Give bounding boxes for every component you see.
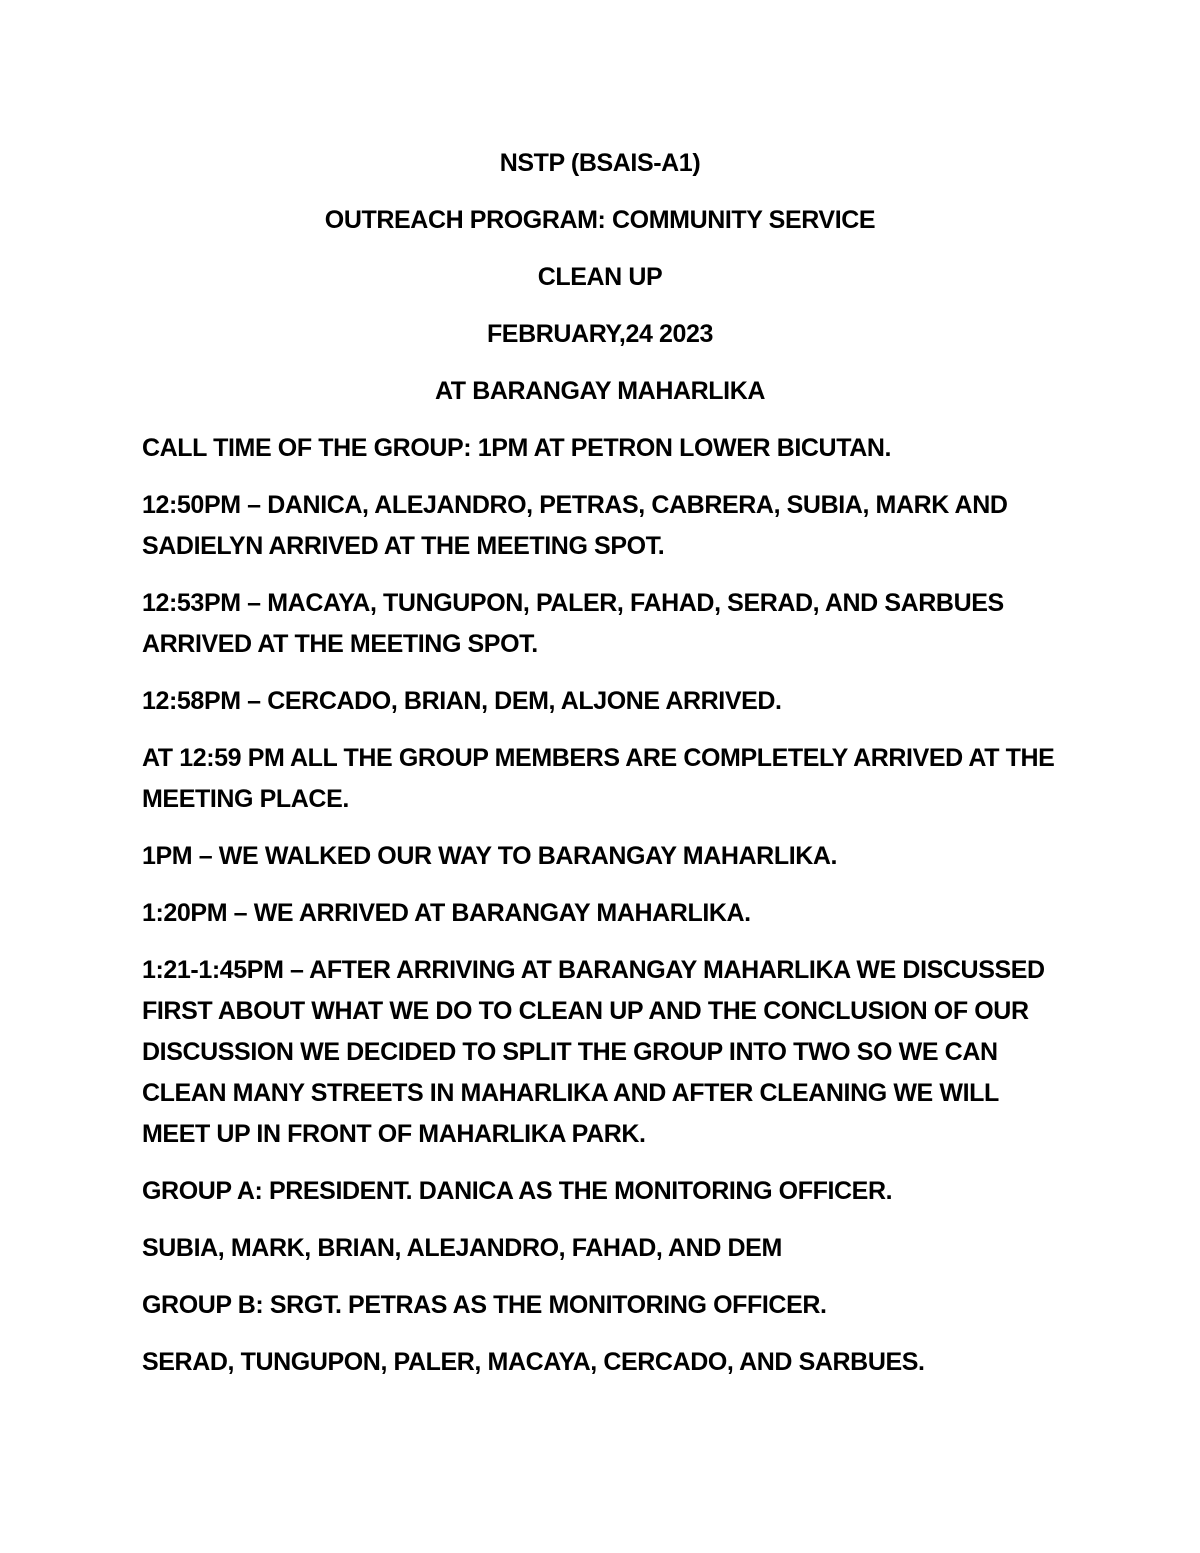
timeline-entry-120: 1:20PM – WE ARRIVED AT BARANGAY MAHARLIKA. — [142, 899, 751, 927]
timeline-entry-121-145: 1:21-1:45PM – AFTER ARRIVING AT BARANGAY MAHARLIKA WE DISCUSSED FIRST ABOUT WHAT WE DO TO CLEAN UP AND THE CONCLUSION OF OUR DISCUSSION WE DECIDED TO SPLIT THE GROUP INTO TWO SO WE CAN CLEAN MANY STREETS IN MAHARLIKA AND AFTER CLEANING WE WILL MEET UP IN FRONT OF MAHARLIKA PARK. — [142, 956, 1045, 1148]
timeline-entry-1259: AT 12:59 PM ALL THE GROUP MEMBERS ARE COMPLETELY ARRIVED AT THE MEETING PLACE. — [142, 744, 1055, 813]
course-title: NSTP (BSAIS-A1) — [499, 149, 701, 177]
program-title: OUTREACH PROGRAM: COMMUNITY SERVICE — [324, 206, 876, 234]
group-a-heading: GROUP A: PRESIDENT. DANICA AS THE MONITORING OFFICER. — [142, 1177, 893, 1205]
timeline-entry-1250: 12:50PM – DANICA, ALEJANDRO, PETRAS, CABRERA, SUBIA, MARK AND SADIELYN ARRIVED AT THE MEETING SPOT. — [142, 491, 1008, 560]
event-date: FEBRUARY,24 2023 — [486, 320, 714, 348]
timeline-entry-1258: 12:58PM – CERCADO, BRIAN, DEM, ALJONE ARRIVED. — [142, 687, 782, 715]
call-time-paragraph: CALL TIME OF THE GROUP: 1PM AT PETRON LOWER BICUTAN. — [142, 434, 892, 462]
timeline-entry-1pm: 1PM – WE WALKED OUR WAY TO BARANGAY MAHARLIKA. — [142, 842, 838, 870]
event-location: AT BARANGAY MAHARLIKA — [434, 377, 766, 405]
group-b-heading: GROUP B: SRGT. PETRAS AS THE MONITORING OFFICER. — [142, 1291, 827, 1319]
group-b-members: SERAD, TUNGUPON, PALER, MACAYA, CERCADO, AND SARBUES. — [142, 1348, 925, 1376]
group-a-members: SUBIA, MARK, BRIAN, ALEJANDRO, FAHAD, AND DEM — [142, 1234, 782, 1262]
document-body — [142, 428, 1057, 1399]
timeline-entry-1253: 12:53PM – MACAYA, TUNGUPON, PALER, FAHAD, SERAD, AND SARBUES ARRIVED AT THE MEETING SPOT. — [142, 589, 1004, 658]
activity-title: CLEAN UP — [537, 263, 663, 291]
document-header — [0, 143, 1200, 428]
